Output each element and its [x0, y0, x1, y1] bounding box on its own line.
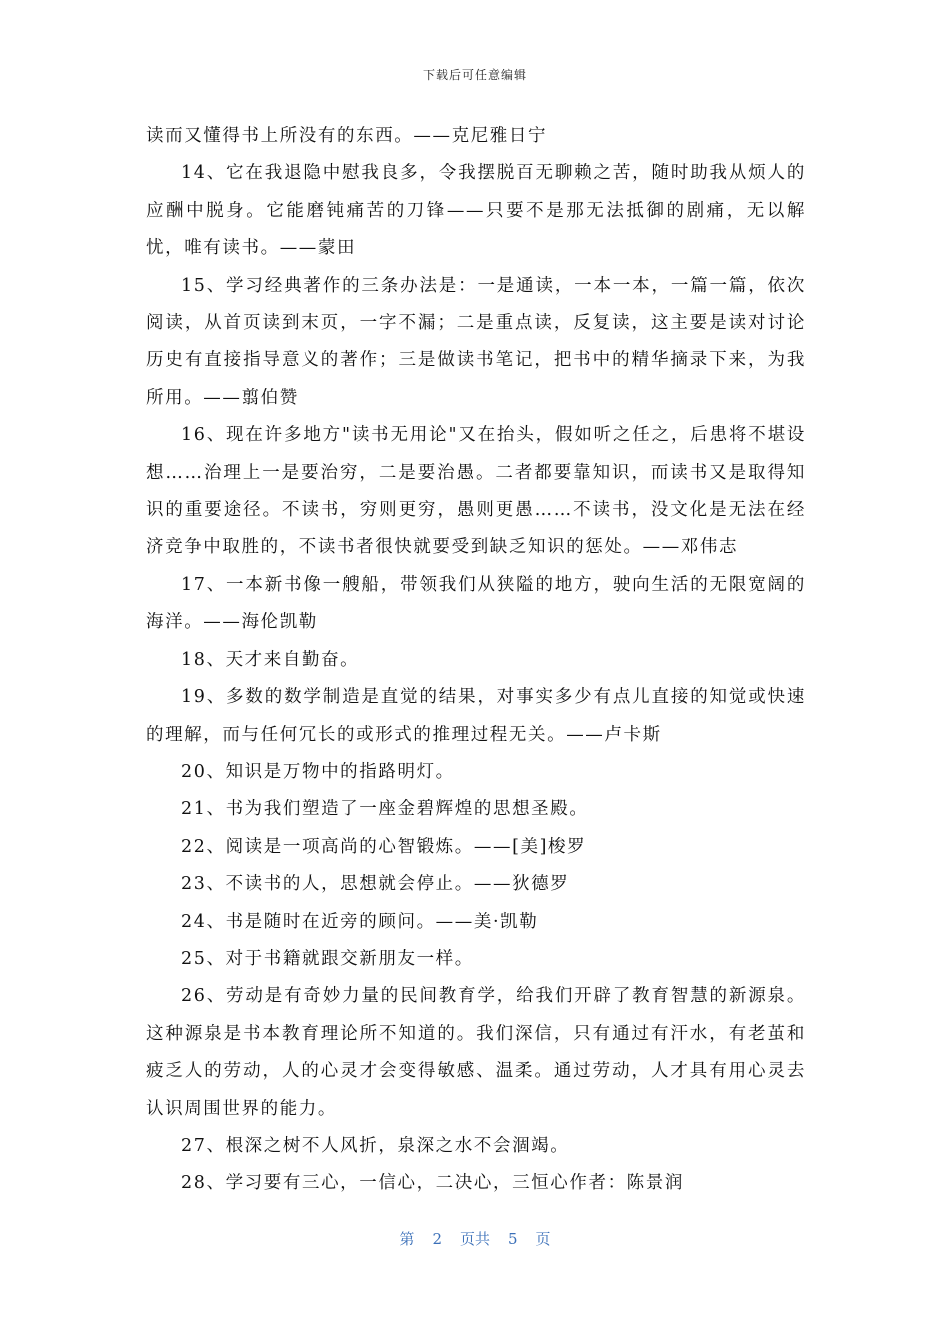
quote-item-28: 28、学习要有三心，一信心，二决心，三恒心作者：陈景润 — [181, 1173, 684, 1194]
quote-item-24: 24、书是随时在近旁的顾问。——美·凯勒 — [181, 911, 539, 932]
quote-item-21: 21、书为我们塑造了一座金碧辉煌的思想圣殿。 — [181, 799, 589, 820]
footer-prefix: 第 — [399, 1230, 415, 1248]
quote-item-14: 14、它在我退隐中慰我良多，令我摆脱百无聊赖之苦，随时助我从烦人的应酬中脱身。它能磨钝痛苦的刀锋——只要不是那无法抵御的剧痛，无以解忧，唯有读书。——蒙田 — [146, 163, 806, 259]
quote-item-18: 18、天才来自勤奋。 — [181, 649, 360, 670]
quote-item-19: 19、多数的数学制造是直觉的结果，对事实多少有点儿直接的知觉或快速的理解，而与任何冗长的或形式的推理过程无关。——卢卡斯 — [146, 687, 806, 745]
quote-item-22: 22、阅读是一项高尚的心智锻炼。——[美]梭罗 — [181, 836, 587, 857]
quote-item-15: 15、学习经典著作的三条办法是：一是通读，一本一本，一篇一篇，依次阅读，从首页读到末页，一字不漏；二是重点读，反复读，这主要是读对讨论历史有直接指导意义的著作；三是做读书笔记，把书中的精华摘录下来，为我所用。——翦伯赞 — [146, 275, 806, 408]
document-body — [146, 118, 806, 1203]
page-header-note: 下载后可任意编辑 — [422, 68, 527, 82]
quote-item-23: 23、不读书的人，思想就会停止。——狄德罗 — [181, 874, 570, 895]
quote-item-16: 16、现在许多地方"读书无用论"又在抬头，假如听之任之，后患将不堪设想……治理上一是要治穷，二是要治愚。二者都要靠知识，而读书又是取得知识的重要途径。不读书，穷则更穷，愚则更愚……不读书，没文化是无法在经济竞争中取胜的，不读书者很快就要受到缺乏知识的惩处。——邓伟志 — [146, 425, 806, 558]
footer-suffix: 页 — [535, 1230, 551, 1248]
paragraph-continuation: 读而又懂得书上所没有的东西。——克尼雅日宁 — [146, 126, 548, 146]
quote-item-26: 26、劳动是有奇妙力量的民间教育学，给我们开辟了教育智慧的新源泉。这种源泉是书本教育理论所不知道的。我们深信，只有通过有汗水，有老茧和疲乏人的劳动，人的心灵才会变得敏感、温柔。通过劳动，人才具有用心灵去认识周围世界的能力。 — [146, 986, 806, 1119]
footer-middle: 页共 — [459, 1230, 490, 1248]
quote-item-27: 27、根深之树不人风折，泉深之水不会涸竭。 — [181, 1135, 570, 1156]
page-footer — [0, 1228, 950, 1249]
footer-current-page: 2 — [432, 1230, 442, 1248]
footer-total-pages: 5 — [508, 1230, 518, 1248]
quote-item-17: 17、一本新书像一艘船，带领我们从狭隘的地方，驶向生活的无限宽阔的海洋。——海伦凯勒 — [146, 574, 806, 633]
quote-item-20: 20、知识是万物中的指路明灯。 — [181, 761, 455, 782]
quote-item-25: 25、对于书籍就跟交新朋友一样。 — [181, 948, 474, 969]
